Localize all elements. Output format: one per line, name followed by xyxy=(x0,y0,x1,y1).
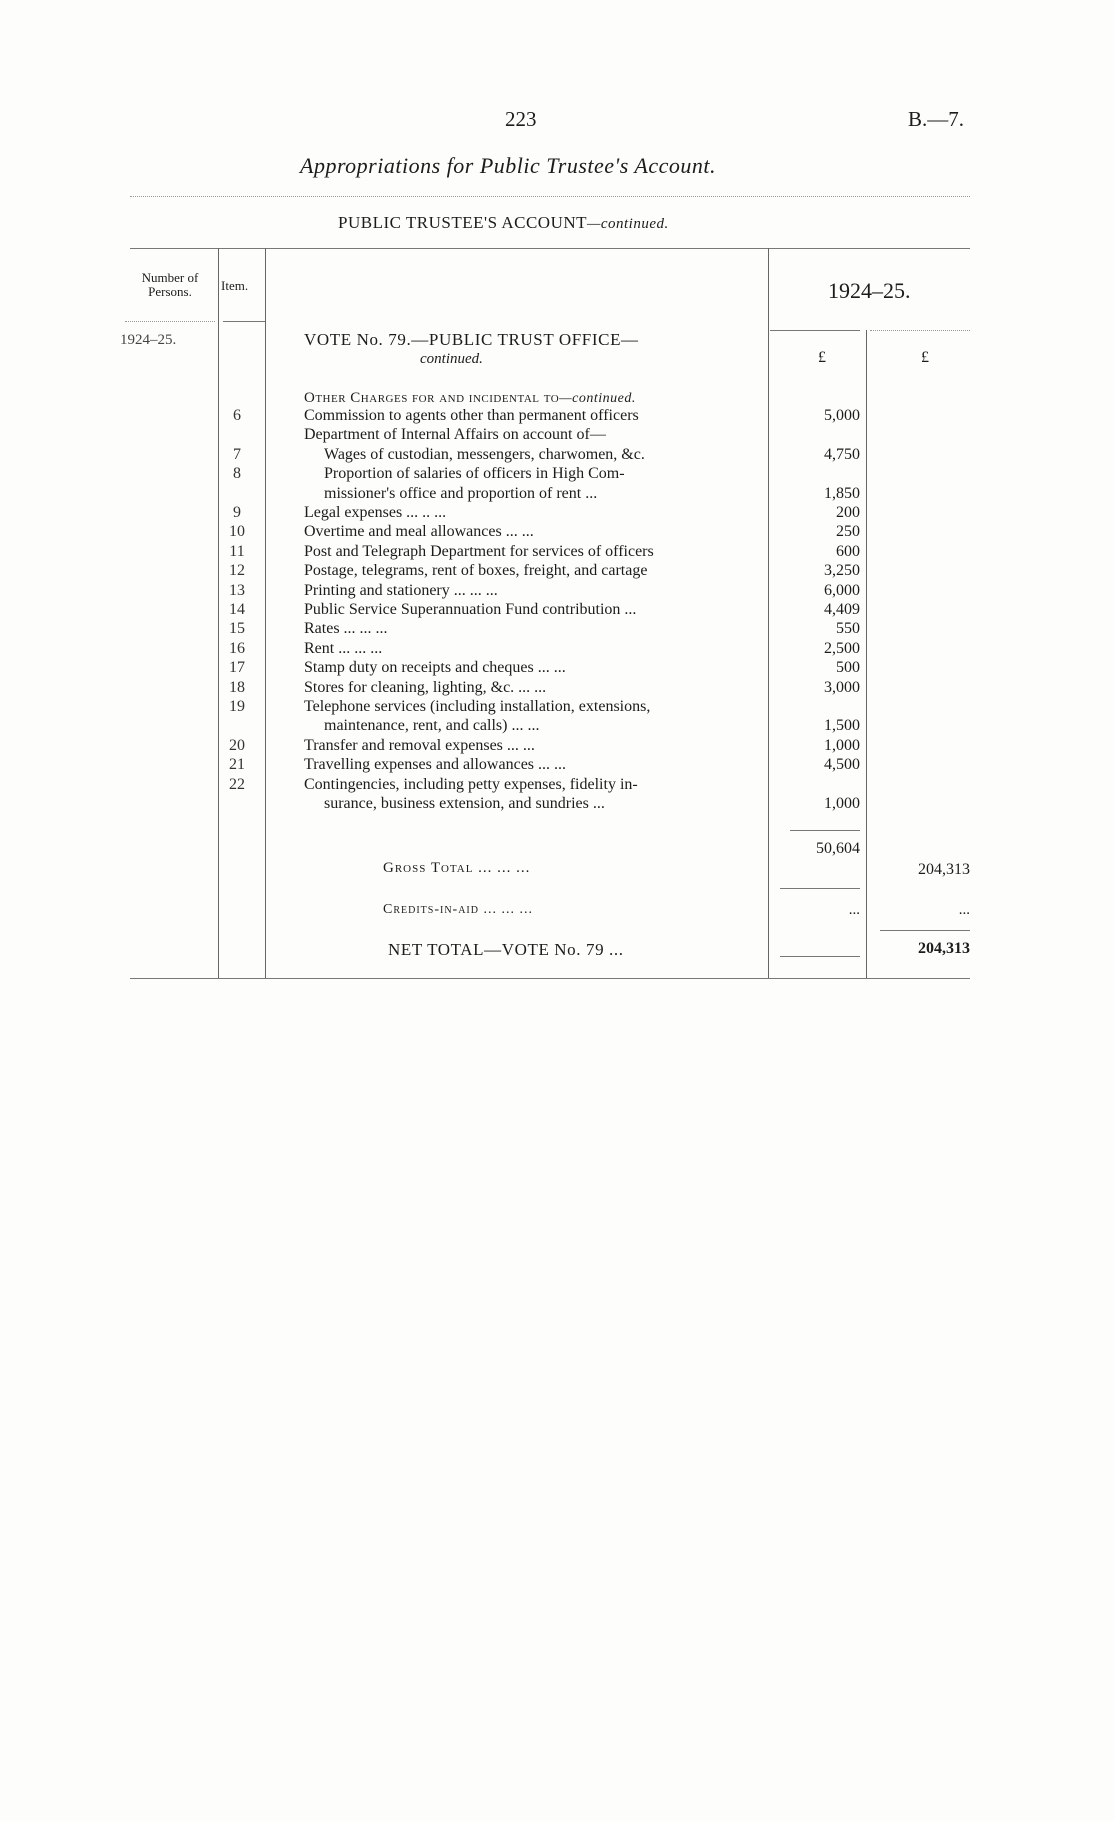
item-description: Department of Internal Affairs on account of— xyxy=(304,426,606,444)
item-number: 6 xyxy=(233,407,241,424)
credits-rule xyxy=(880,930,970,931)
net-total-amount: 204,313 xyxy=(918,940,970,957)
page-title: Appropriations for Public Trustee's Account. xyxy=(300,153,716,178)
persons-header-rule xyxy=(125,321,215,322)
item-number: 22 xyxy=(229,775,245,793)
item-description: Public Service Superannuation Fund contribution ... xyxy=(304,601,637,618)
item-description: Stamp duty on receipts and cheques ... ... xyxy=(304,659,566,677)
net-total-label: NET TOTAL—VOTE No. 79 ... xyxy=(388,940,624,959)
table-row xyxy=(0,620,1114,640)
item-description: Contingencies, including petty expenses, fidelity in- xyxy=(304,775,638,793)
item-description: surance, business extension, and sundries ... xyxy=(324,795,605,812)
item-description: maintenance, rent, and calls) ... ... xyxy=(324,717,540,735)
pound-sign-totals: £ xyxy=(921,349,929,366)
item-number: 10 xyxy=(229,523,245,541)
pound-sign-subitems: £ xyxy=(818,349,826,366)
item-column-header: Item. xyxy=(221,278,249,293)
item-amount: 3,250 xyxy=(824,562,860,580)
credits-in-aid-amount-1: ... xyxy=(848,902,860,918)
item-description: Telephone services (including installation, extensions, xyxy=(304,698,651,715)
table-bottom-rule xyxy=(130,978,970,979)
table-row xyxy=(0,407,1114,427)
item-description: Stores for cleaning, lighting, &c. ... ... xyxy=(304,678,547,696)
table-row xyxy=(0,446,1114,466)
item-number: 15 xyxy=(229,620,245,638)
table-row xyxy=(0,582,1114,602)
account-subtitle xyxy=(338,213,669,233)
table-row xyxy=(0,426,1114,446)
item-description: Proportion of salaries of officers in High Com- xyxy=(324,465,625,483)
item-amount: 500 xyxy=(836,659,860,677)
year-column-header: 1924–25. xyxy=(828,278,911,303)
item-number: 20 xyxy=(229,736,245,754)
item-description: Commission to agents other than permanent officers xyxy=(304,407,639,424)
vote-title: VOTE No. 79.—PUBLIC TRUST OFFICE— xyxy=(304,330,639,349)
item-description: Wages of custodian, messengers, charwomen, &c. xyxy=(324,445,645,463)
table-row xyxy=(0,698,1114,718)
item-amount: 550 xyxy=(836,620,860,638)
amount2-header-rule xyxy=(870,330,970,331)
gross-rule xyxy=(780,888,860,889)
title-rule xyxy=(130,196,970,197)
item-amount: 1,000 xyxy=(824,736,860,754)
section-heading xyxy=(304,390,636,407)
table-row xyxy=(0,717,1114,737)
item-amount: 1,000 xyxy=(824,795,860,812)
page-number: 223 xyxy=(505,107,537,131)
table-row xyxy=(0,756,1114,776)
item-description: Transfer and removal expenses ... ... xyxy=(304,736,535,754)
net-rule xyxy=(780,956,860,957)
item-number: 19 xyxy=(229,698,245,715)
credits-in-aid-label: Credits-in-aid ... ... ... xyxy=(383,902,533,917)
item-description: Travelling expenses and allowances ... ... xyxy=(304,756,567,774)
item-number: 13 xyxy=(229,581,245,599)
credits-in-aid-amount-2: ... xyxy=(958,902,970,918)
item-description: Rates ... ... ... xyxy=(304,620,388,638)
item-number: 16 xyxy=(229,639,245,657)
table-row xyxy=(0,543,1114,563)
subtotal-rule xyxy=(790,830,860,831)
item-amount: 600 xyxy=(836,542,860,560)
item-number: 11 xyxy=(229,542,245,560)
table-row xyxy=(0,523,1114,543)
amount-header-rule xyxy=(770,330,860,331)
table-row xyxy=(0,795,1114,815)
item-amount: 1,850 xyxy=(824,484,860,502)
table-row xyxy=(0,465,1114,485)
table-row xyxy=(0,485,1114,505)
item-amount: 3,000 xyxy=(824,678,860,696)
section-continued: —continued. xyxy=(559,391,636,406)
gross-total-amount: 204,313 xyxy=(918,861,970,878)
item-description: Rent ... ... ... xyxy=(304,639,383,657)
table-row xyxy=(0,679,1114,699)
persons-column-header: Number of Persons. xyxy=(141,270,199,299)
item-amount: 4,500 xyxy=(824,756,860,774)
table-row xyxy=(0,504,1114,524)
document-reference: B.—7. xyxy=(908,107,965,131)
section-label: Other Charges for and incidental to xyxy=(304,390,560,406)
subtitle-text: PUBLIC TRUSTEE'S ACCOUNT xyxy=(338,213,588,232)
item-amount: 6,000 xyxy=(824,581,860,599)
item-amount: 250 xyxy=(836,523,860,541)
table-top-rule xyxy=(130,248,970,249)
item-amount: 200 xyxy=(836,504,860,521)
item-number: 21 xyxy=(229,756,245,774)
item-number: 14 xyxy=(229,601,245,618)
item-amount: 4,750 xyxy=(824,445,860,463)
item-amount: 4,409 xyxy=(824,601,860,618)
table-row xyxy=(0,737,1114,757)
subtitle-continued: —continued. xyxy=(587,216,669,232)
table-row xyxy=(0,601,1114,621)
item-number: 9 xyxy=(233,504,241,521)
table-row xyxy=(0,776,1114,796)
item-amount: 2,500 xyxy=(824,639,860,657)
persons-year: 1924–25. xyxy=(120,332,177,348)
item-amount: 1,500 xyxy=(824,717,860,735)
item-description: Postage, telegrams, rent of boxes, freight, and cartage xyxy=(304,562,648,580)
item-description: Printing and stationery ... ... ... xyxy=(304,581,498,599)
item-number: 12 xyxy=(229,562,245,580)
item-description: missioner's office and proportion of rent ... xyxy=(324,484,598,502)
vote-continued: continued. xyxy=(420,351,483,367)
gross-total-label: Gross Total ... ... ... xyxy=(383,860,531,876)
item-number: 8 xyxy=(233,465,241,483)
item-description: Overtime and meal allowances ... ... xyxy=(304,523,534,541)
item-number: 7 xyxy=(233,445,241,463)
table-row xyxy=(0,659,1114,679)
item-amount: 5,000 xyxy=(824,407,860,424)
item-number: 18 xyxy=(229,678,245,696)
subtotal-amount: 50,604 xyxy=(816,840,860,857)
table-row xyxy=(0,640,1114,660)
item-header-rule xyxy=(223,321,265,322)
item-description: Legal expenses ... .. ... xyxy=(304,504,447,521)
item-number: 17 xyxy=(229,659,245,677)
item-description: Post and Telegraph Department for services of officers xyxy=(304,542,654,560)
table-row xyxy=(0,562,1114,582)
